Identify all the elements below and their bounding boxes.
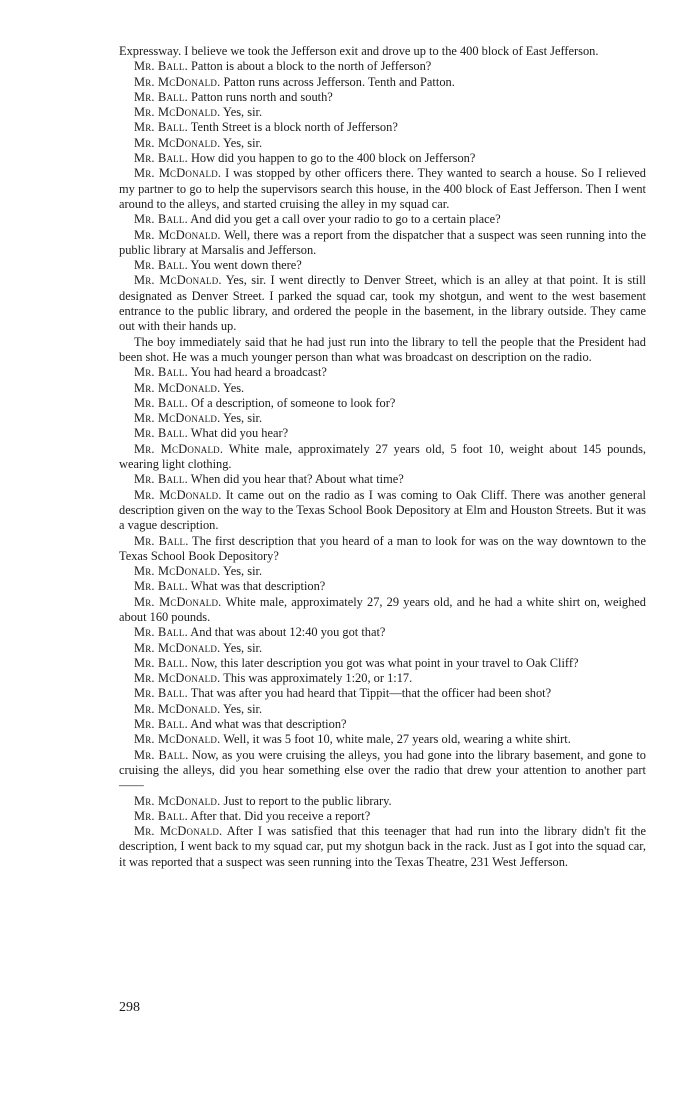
transcript-paragraph (119, 212, 646, 227)
paragraph-text: When did you hear that? About what time? (190, 472, 404, 487)
speaker-name: Mr. McDonald. (134, 701, 221, 716)
transcript-paragraph (119, 564, 646, 579)
paragraph-text: Yes, sir. (223, 640, 263, 655)
speaker-name: Mr. McDonald. (134, 273, 222, 288)
paragraph-text: You went down there? (190, 258, 302, 273)
paragraph-text: That was after you had heard that Tippit—that the officer had been shot? (190, 686, 552, 701)
paragraph-text: It came out on the radio as I was coming to Oak Cliff. There was another general description given on the way to the Texas School Book Depository at Elm and Houston Streets. But it was a vague description. (119, 487, 646, 533)
speaker-name: Mr. McDonald. (134, 824, 223, 839)
paragraph-text: Yes, sir. I went directly to Denver Street, which is an alley at that point. It is still designated as Denver Street. I parked the squad car, took my shotgun, and went to the west basement entrance to the public library, and ordered the people in the basement, in the library outside. They came out with their hands up. (119, 273, 646, 334)
transcript-paragraph (119, 44, 646, 59)
paragraph-text: Yes, sir. (223, 135, 263, 150)
speaker-name: Mr. McDonald. (134, 793, 221, 808)
paragraph-text: Yes. (223, 380, 245, 395)
speaker-name: Mr. McDonald. (134, 564, 221, 579)
speaker-name: Mr. Ball. (134, 579, 188, 594)
transcript-paragraph (119, 794, 646, 809)
paragraph-text: And what was that description? (190, 717, 347, 732)
paragraph-text: And that was about 12:40 you got that? (190, 625, 386, 640)
paragraph-text: What was that description? (190, 579, 326, 594)
paragraph-text: Of a description, of someone to look for? (190, 395, 396, 410)
transcript-paragraph (119, 136, 646, 151)
speaker-name: Mr. Ball. (134, 625, 188, 640)
speaker-name: Mr. McDonald. (134, 135, 221, 150)
paragraph-text: White male, approximately 27 years old, 5 foot 10, weight about 145 pounds, wearing light clothing. (119, 441, 647, 472)
transcript-paragraph (119, 365, 646, 380)
transcript-paragraph (119, 625, 646, 640)
transcript-paragraph (119, 641, 646, 656)
transcript-paragraph (119, 748, 646, 794)
speaker-name: Mr. Ball. (134, 533, 189, 548)
speaker-name: Mr. McDonald. (134, 380, 221, 395)
paragraph-text: Just to report to the public library. (223, 793, 392, 808)
transcript-paragraph (119, 472, 646, 487)
transcript-paragraph (119, 75, 646, 90)
transcript-paragraph (119, 534, 646, 565)
paragraph-text: The first description that you heard of a man to look for was on the way downtown to the Texas School Book Depository? (119, 533, 646, 563)
transcript-paragraph (119, 809, 646, 824)
transcript-paragraph (119, 671, 646, 686)
paragraph-text: Tenth Street is a block north of Jefferson? (190, 120, 398, 135)
transcript-paragraph (119, 396, 646, 411)
speaker-name: Mr. Ball. (134, 717, 188, 732)
paragraph-text: I was stopped by other officers there. They wanted to search a house. So I relieved my partner to go to help the supervisors search this house, in the 400 block of East Jefferson. Then I went around to the alleys, and started cruising the alley in my squad car. (119, 166, 646, 211)
transcript-page (119, 44, 646, 870)
transcript-paragraph (119, 686, 646, 701)
speaker-name: Mr. McDonald. (134, 227, 221, 242)
speaker-name: Mr. McDonald. (134, 441, 224, 456)
transcript-paragraph (119, 595, 646, 626)
speaker-name: Mr. Ball. (134, 472, 188, 487)
transcript-paragraph (119, 258, 646, 273)
paragraph-text: Well, it was 5 foot 10, white male, 27 years old, wearing a white shirt. (223, 732, 571, 747)
transcript-paragraph (119, 702, 646, 717)
speaker-name: Mr. McDonald. (134, 166, 222, 181)
speaker-name: Mr. McDonald. (134, 732, 221, 747)
transcript-paragraph (119, 426, 646, 441)
paragraph-text: Yes, sir. (223, 411, 263, 426)
transcript-paragraph (119, 228, 646, 259)
speaker-name: Mr. Ball. (134, 655, 188, 670)
paragraph-text: This was approximately 1:20, or 1:17. (223, 671, 413, 686)
speaker-name: Mr. Ball. (134, 395, 188, 410)
speaker-name: Mr. Ball. (134, 212, 188, 227)
speaker-name: Mr. Ball. (134, 747, 189, 762)
speaker-name: Mr. Ball. (134, 120, 188, 135)
transcript-paragraph (119, 381, 646, 396)
speaker-name: Mr. Ball. (134, 426, 188, 441)
transcript-paragraph (119, 732, 646, 747)
transcript-paragraph (119, 335, 646, 366)
paragraph-text: After that. Did you receive a report? (190, 808, 371, 823)
paragraph-text: Patton runs across Jefferson. Tenth and Patton. (223, 74, 455, 89)
paragraph-text: You had heard a broadcast? (190, 365, 327, 380)
paragraph-text: And did you get a call over your radio to go to a certain place? (190, 212, 501, 227)
speaker-name: Mr. McDonald. (134, 105, 221, 120)
paragraph-text: How did you happen to go to the 400 block on Jefferson? (190, 151, 476, 166)
page-number: 298 (119, 1000, 140, 1015)
paragraph-text: Yes, sir. (223, 701, 263, 716)
transcript-paragraph (119, 824, 646, 870)
transcript-paragraph (119, 442, 646, 473)
transcript-paragraph (119, 90, 646, 105)
transcript-paragraph (119, 411, 646, 426)
speaker-name: Mr. Ball. (134, 686, 188, 701)
transcript-paragraph (119, 717, 646, 732)
transcript-paragraph (119, 273, 646, 334)
speaker-name: Mr. McDonald. (134, 411, 221, 426)
paragraph-text: Now, as you were cruising the alleys, you had gone into the library basement, and gone to cruising the alleys, did you hear something else over the radio that drew your attention to another part—— (119, 747, 646, 793)
paragraph-text: The boy immediately said that he had just run into the library to tell the people that the President had been shot. He was a much younger person than what was broadcast on description on the radio. (119, 334, 646, 364)
speaker-name: Mr. Ball. (134, 808, 188, 823)
speaker-name: Mr. McDonald. (134, 487, 222, 502)
paragraph-text: Well, there was a report from the dispatcher that a suspect was seen running into the public library at Marsalis and Jefferson. (119, 227, 646, 257)
speaker-name: Mr. McDonald. (134, 74, 221, 89)
paragraph-text: Patton is about a block to the north of Jefferson? (190, 59, 432, 74)
paragraph-text: White male, approximately 27, 29 years old, and he had a white shirt on, weighed about 160 pounds. (119, 594, 646, 624)
paragraph-text: Yes, sir. (223, 564, 263, 579)
paragraph-text: Patton runs north and south? (190, 89, 333, 104)
speaker-name: Mr. Ball. (134, 89, 188, 104)
transcript-paragraph (119, 151, 646, 166)
speaker-name: Mr. Ball. (134, 365, 188, 380)
transcript-paragraph (119, 105, 646, 120)
speaker-name: Mr. McDonald. (134, 640, 221, 655)
speaker-name: Mr. Ball. (134, 258, 188, 273)
transcript-paragraph (119, 166, 646, 212)
paragraph-text: Expressway. I believe we took the Jefferson exit and drove up to the 400 block of East Jefferson. (119, 44, 599, 58)
paragraph-text: After I was satisfied that this teenager that had run into the library didn't fit the description, I went back to my squad car, put my shotgun back in the rack. Just as I got into the squad car, it was reported that a suspect was seen running into the Texas Theatre, 231 West Jefferson. (119, 824, 647, 869)
transcript-paragraph (119, 488, 646, 534)
speaker-name: Mr. Ball. (134, 59, 188, 74)
transcript-paragraph (119, 579, 646, 594)
speaker-name: Mr. McDonald. (134, 671, 221, 686)
speaker-name: Mr. McDonald. (134, 594, 222, 609)
paragraph-text: What did you hear? (190, 426, 289, 441)
transcript-paragraph (119, 656, 646, 671)
paragraph-text: Now, this later description you got was what point in your travel to Oak Cliff? (190, 655, 579, 670)
paragraph-text: Yes, sir. (223, 105, 263, 120)
transcript-paragraph (119, 59, 646, 74)
speaker-name: Mr. Ball. (134, 151, 188, 166)
transcript-paragraph (119, 120, 646, 135)
